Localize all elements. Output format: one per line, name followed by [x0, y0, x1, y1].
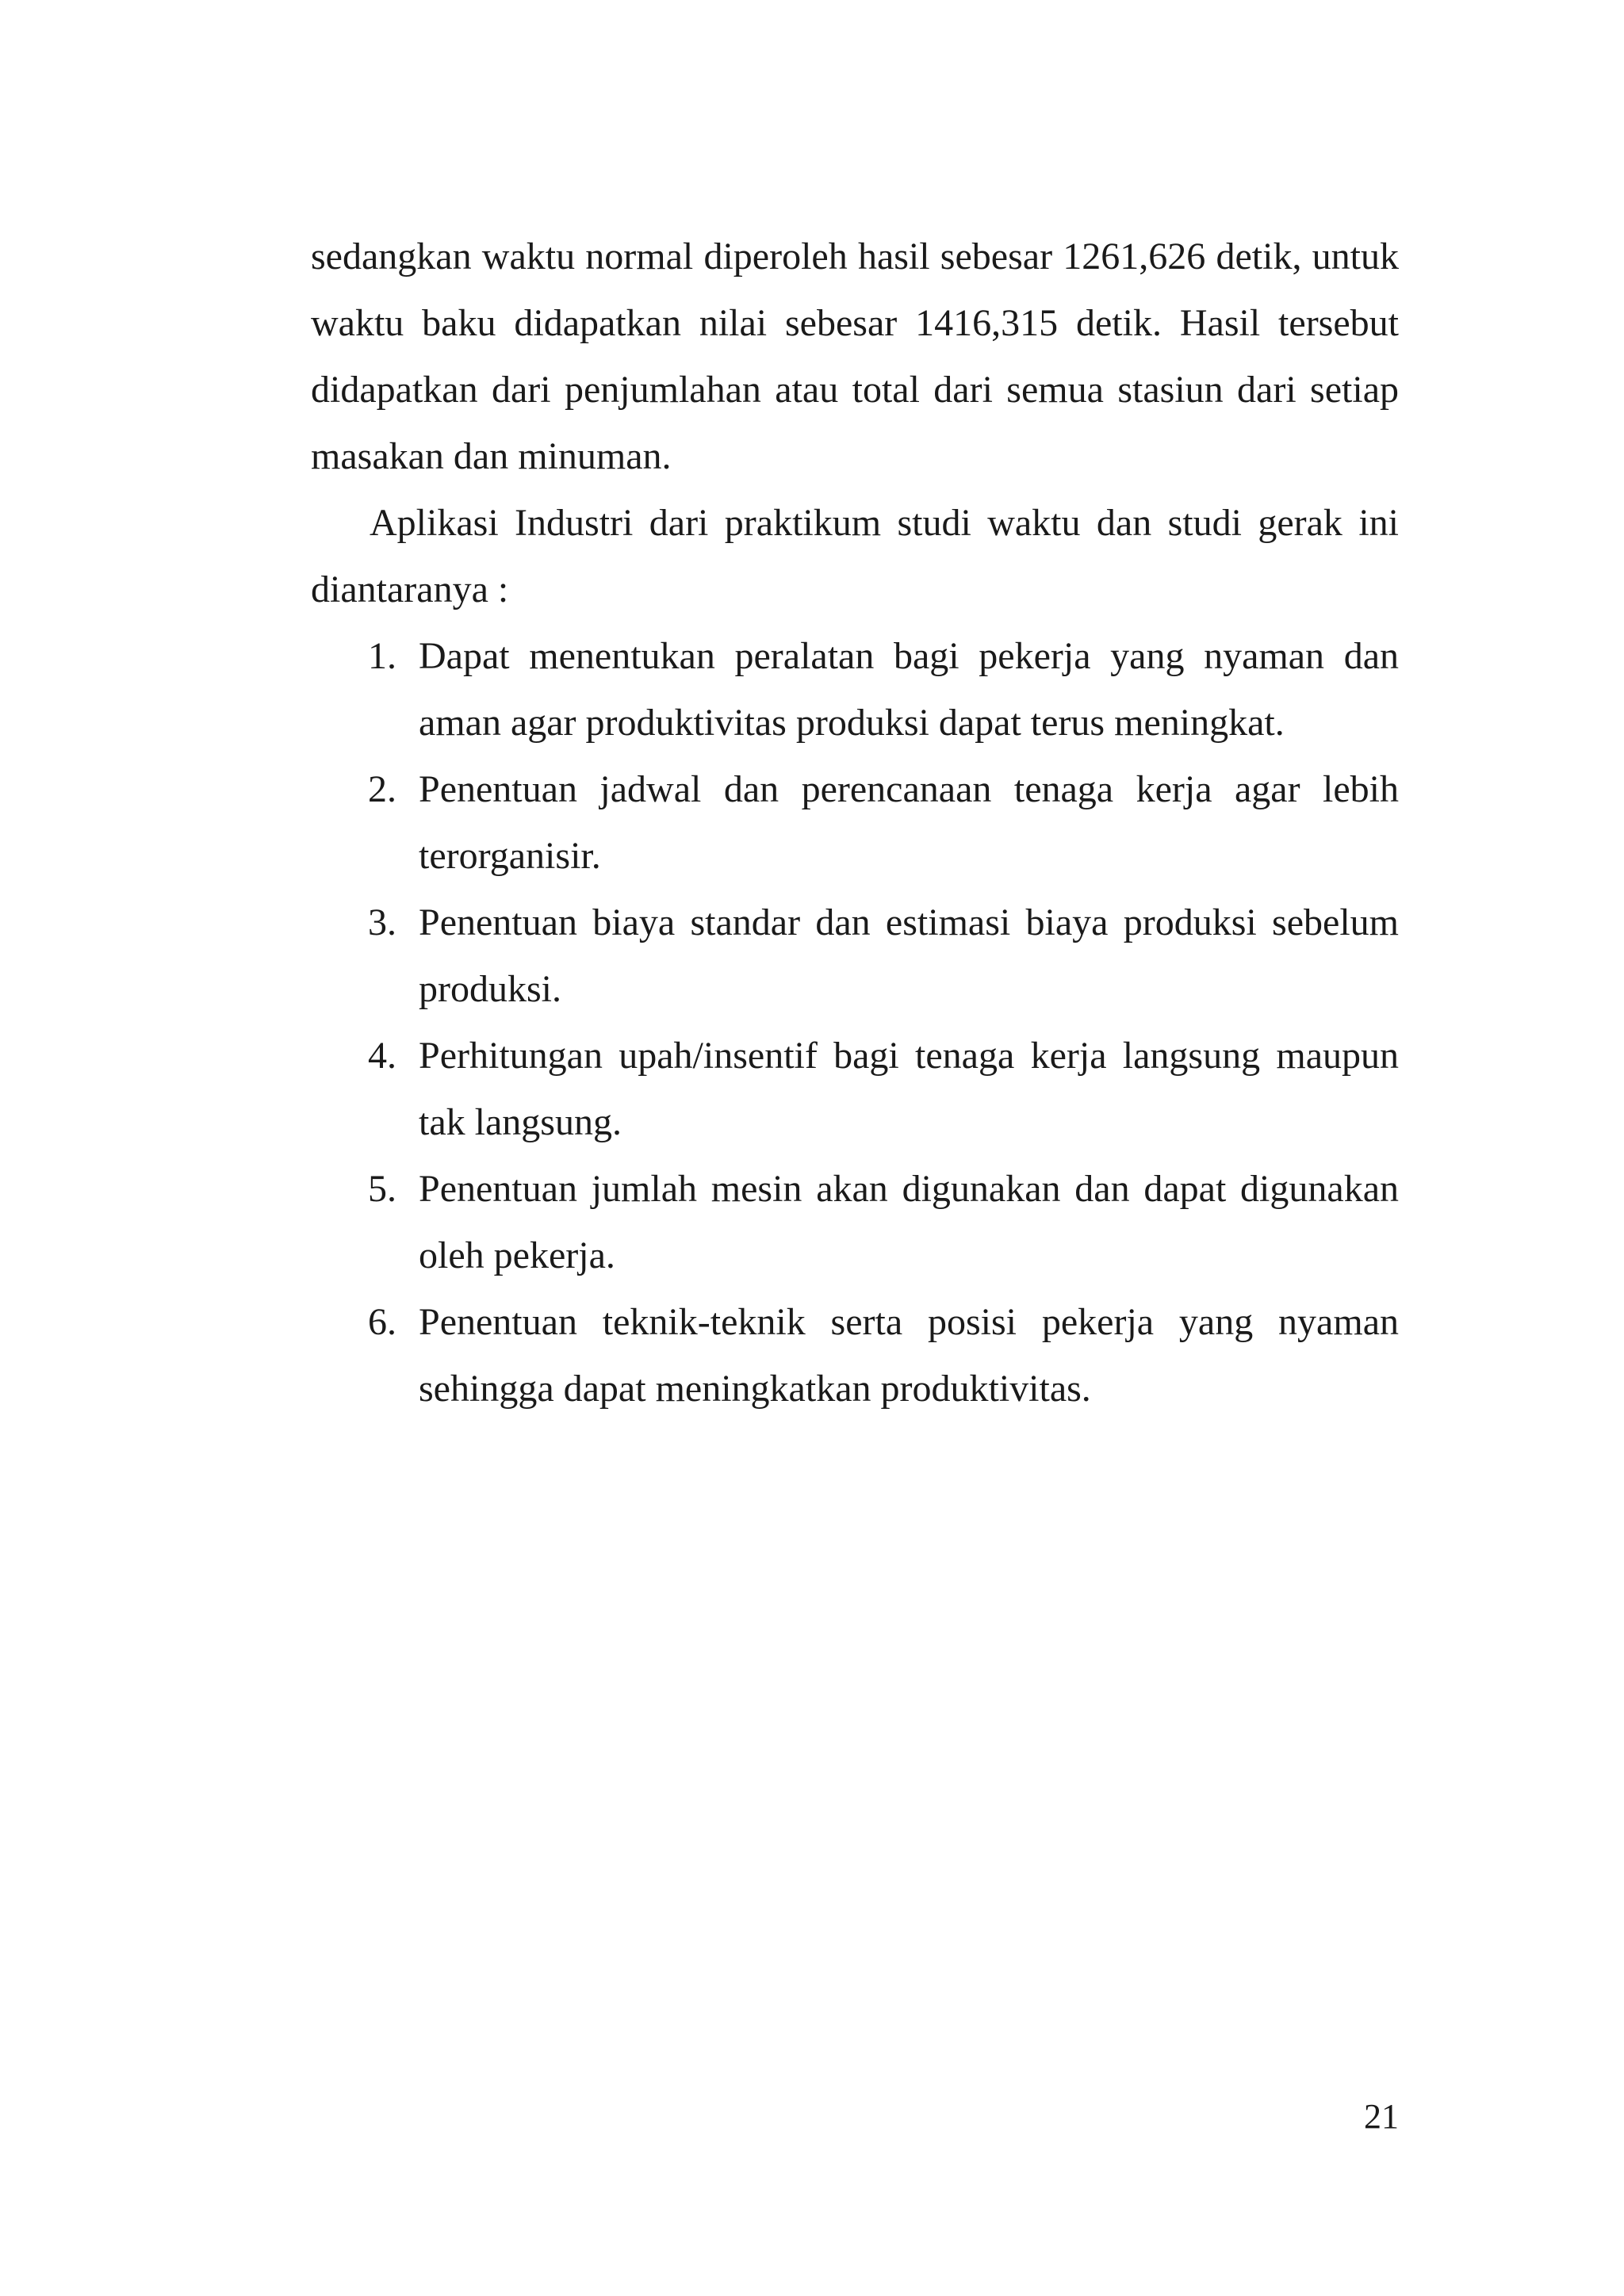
list-item [311, 890, 1399, 1023]
list-item [311, 623, 1399, 756]
list-item-text: Perhitungan upah/insentif bagi tenaga kerja langsung maupun tak langsung. [419, 1035, 1399, 1143]
list-item-number: 3. [368, 901, 396, 943]
list-item [311, 1156, 1399, 1289]
list-item-text: Penentuan jumlah mesin akan digunakan dan dapat digunakan oleh pekerja. [419, 1168, 1399, 1276]
list-item [311, 1289, 1399, 1422]
list-item-text: Penentuan teknik-teknik serta posisi pekerja yang nyaman sehingga dapat meningkatkan produktivitas. [419, 1301, 1399, 1410]
list-item-number: 4. [368, 1035, 396, 1077]
list-item [311, 1023, 1399, 1156]
list-item-text: Penentuan jadwal dan perencanaan tenaga kerja agar lebih terorganisir. [419, 768, 1399, 877]
list-item-number: 6. [368, 1301, 396, 1343]
list-item-text: Dapat menentukan peralatan bagi pekerja yang nyaman dan aman agar produktivitas produksi dapat terus meningkat. [419, 635, 1399, 744]
body-paragraph: sedangkan waktu normal diperoleh hasil sebesar 1261,626 detik, untuk waktu baku didapatkan nilai sebesar 1416,315 detik. Hasil tersebut didapatkan dari penjumlahan atau total dari semua stasiun dari setiap masakan dan minuman. [311, 235, 1399, 477]
list-item-number: 2. [368, 768, 396, 810]
body-paragraph-intro: Aplikasi Industri dari praktikum studi waktu dan studi gerak ini diantaranya : [311, 502, 1399, 610]
list-item-number: 5. [368, 1168, 396, 1210]
list-item-number: 1. [368, 635, 396, 677]
page-number: 21 [1364, 2097, 1399, 2136]
applications-list [311, 623, 1399, 1422]
list-item-text: Penentuan biaya standar dan estimasi biaya produksi sebelum produksi. [419, 901, 1399, 1010]
list-item [311, 756, 1399, 890]
